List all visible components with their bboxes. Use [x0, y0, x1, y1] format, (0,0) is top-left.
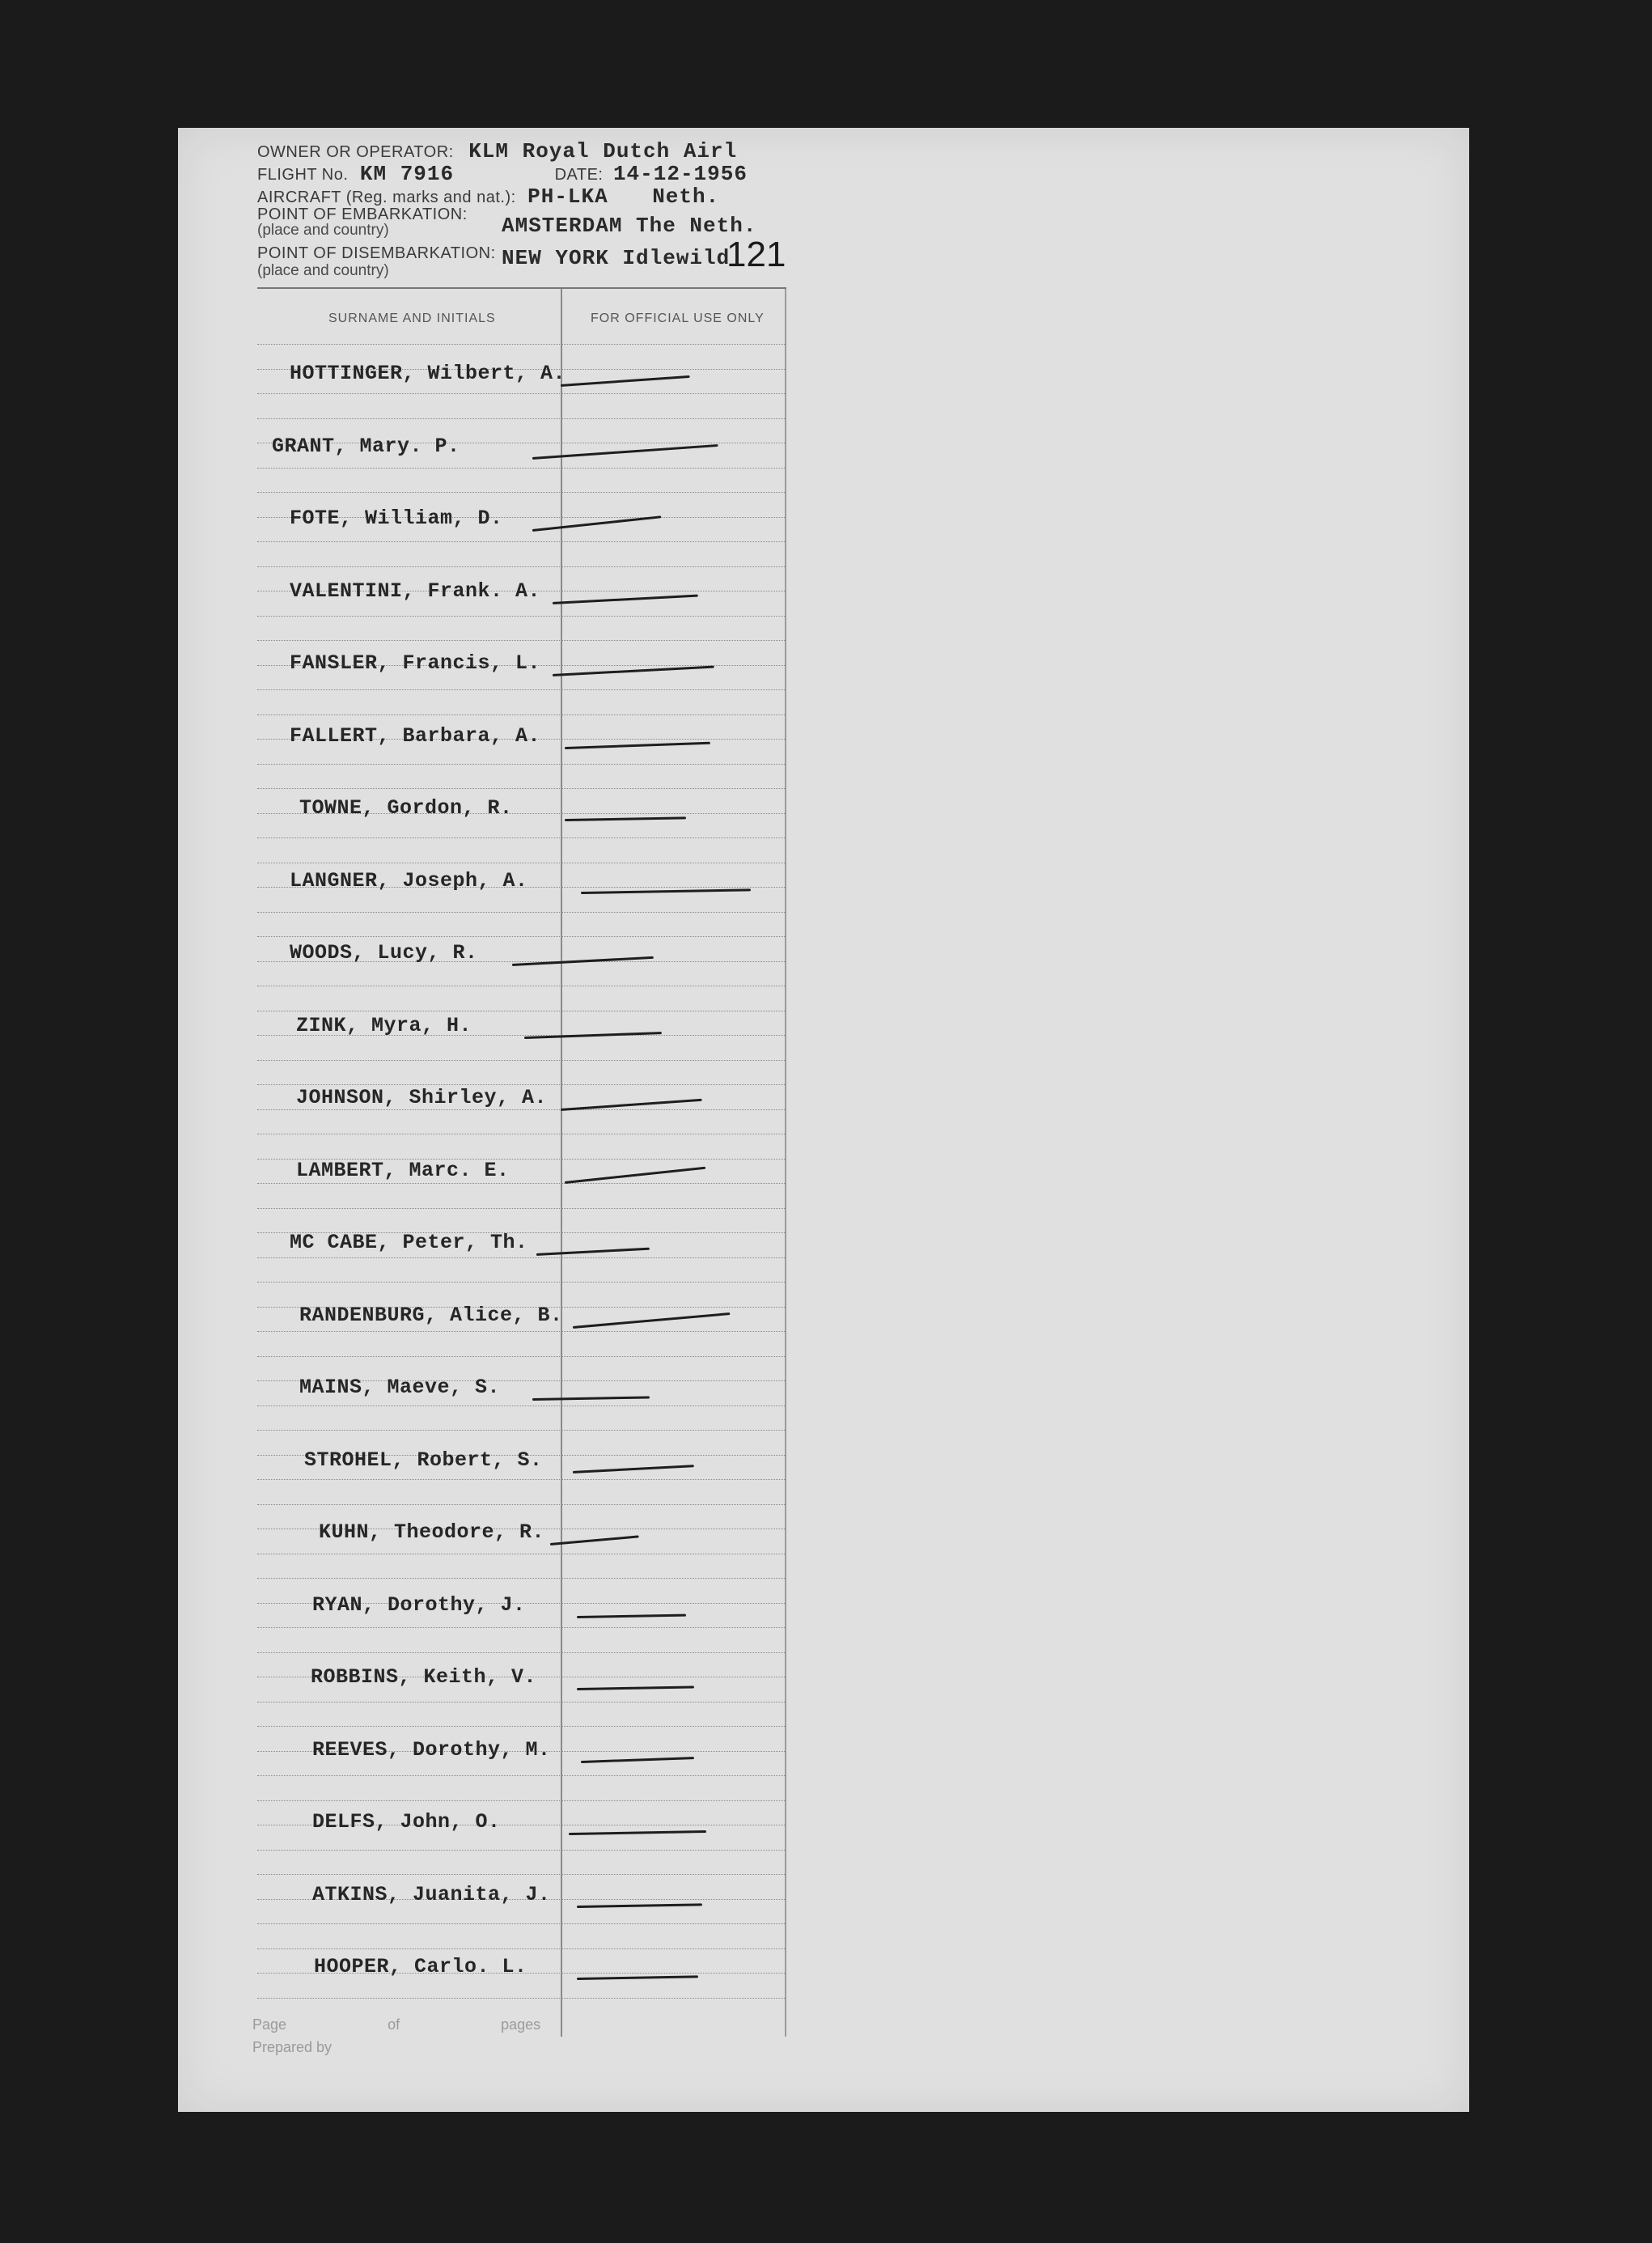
ruled-line — [257, 1998, 786, 1999]
ruled-line — [257, 1652, 786, 1653]
ruled-line — [257, 689, 786, 690]
date-label: DATE: — [554, 166, 604, 184]
passenger-name: STROHEL, Robert, S. — [304, 1448, 543, 1472]
flight-value: KM 7916 — [359, 162, 455, 186]
ruled-line — [257, 1060, 786, 1061]
check-stroke — [573, 1465, 694, 1473]
embarkation-sublabel: (place and country) — [257, 222, 389, 239]
ruled-line — [257, 418, 786, 419]
ruled-line — [257, 1627, 786, 1628]
ruled-line — [257, 616, 786, 617]
column-divider — [561, 289, 562, 2037]
passenger-name: LAMBERT, Marc. E. — [296, 1158, 510, 1182]
ruled-line — [257, 837, 786, 838]
check-stroke — [581, 1757, 694, 1763]
official-use-column-header: FOR OFFICIAL USE ONLY — [591, 312, 765, 325]
ruled-line — [257, 1208, 786, 1209]
passenger-name: ROBBINS, Keith, V. — [311, 1665, 537, 1689]
ruled-line — [257, 1850, 786, 1851]
check-stroke — [553, 594, 698, 604]
ruled-line — [257, 1257, 786, 1258]
ruled-line — [257, 1923, 786, 1924]
passenger-name: ATKINS, Juanita, J. — [312, 1882, 551, 1906]
embarkation-sub-row — [257, 222, 389, 240]
owner-label: OWNER OR OPERATOR: — [257, 143, 454, 161]
disembarkation-sub-row — [257, 262, 389, 280]
check-stroke — [532, 515, 661, 532]
ruled-line — [257, 1726, 786, 1727]
passenger-name: TOWNE, Gordon, R. — [299, 796, 513, 820]
ruled-line — [257, 1775, 786, 1776]
ruled-line — [257, 936, 786, 937]
stamped-page-number: 121 — [726, 235, 786, 274]
ruled-line — [257, 1504, 786, 1505]
ruled-line — [257, 1578, 786, 1579]
check-stroke — [577, 1903, 702, 1908]
ruled-line — [257, 1331, 786, 1332]
passenger-name: MC CABE, Peter, Th. — [290, 1231, 528, 1254]
passenger-name: FOTE, William, D. — [290, 507, 503, 530]
owner-row — [257, 139, 737, 163]
ruled-line — [257, 492, 786, 493]
passenger-name: HOOPER, Carlo. L. — [314, 1955, 527, 1978]
owner-value: KLM Royal Dutch Airl — [468, 139, 738, 163]
check-stroke — [550, 1535, 639, 1546]
ruled-line — [257, 1479, 786, 1480]
passenger-name: DELFS, John, O. — [312, 1810, 501, 1834]
passenger-name: GRANT, Mary. P. — [272, 434, 460, 458]
check-stroke — [565, 741, 710, 748]
table-right-edge — [785, 289, 786, 2037]
footer-prepared-row — [252, 2039, 332, 2056]
ruled-line — [257, 912, 786, 913]
footer-page-label: Page — [252, 2016, 287, 2033]
ruled-line — [257, 788, 786, 789]
check-stroke — [577, 1685, 694, 1690]
ruled-line — [257, 393, 786, 394]
footer-page-row — [252, 2016, 540, 2033]
flight-label: FLIGHT No. — [257, 166, 349, 184]
ruled-line — [257, 1282, 786, 1283]
aircraft-label: AIRCRAFT (Reg. marks and nat.): — [257, 189, 516, 206]
surname-column-header: SURNAME AND INITIALS — [328, 312, 496, 325]
ruled-line — [257, 468, 786, 469]
disembarkation-value: NEW YORK Idlewild — [502, 246, 731, 270]
ruled-line — [257, 1356, 786, 1357]
aircraft-nationality: Neth. — [652, 184, 720, 209]
check-stroke — [565, 1166, 705, 1183]
passenger-name: ZINK, Myra, H. — [296, 1013, 472, 1037]
check-stroke — [536, 1248, 650, 1256]
ruled-line — [257, 1183, 786, 1184]
passenger-name: HOTTINGER, Wilbert, A. — [290, 362, 566, 385]
disembarkation-value-row — [502, 246, 730, 270]
check-stroke — [577, 1975, 698, 1980]
check-stroke — [573, 1312, 731, 1329]
ruled-line — [257, 566, 786, 567]
aircraft-value: PH-LKA — [527, 184, 608, 209]
disembarkation-label-row — [257, 244, 496, 263]
disembarkation-label: POINT OF DISEMBARKATION: — [257, 244, 496, 262]
check-stroke — [581, 888, 751, 894]
passenger-name: FALLERT, Barbara, A. — [290, 723, 541, 748]
check-stroke — [553, 666, 714, 676]
ruled-line — [257, 1430, 786, 1431]
passenger-name: REEVES, Dorothy, M. — [312, 1737, 551, 1762]
ruled-line — [257, 640, 786, 641]
check-stroke — [561, 375, 690, 387]
check-stroke — [565, 816, 686, 821]
passenger-name: JOHNSON, Shirley, A. — [296, 1086, 548, 1109]
embarkation-value: AMSTERDAM The Neth. — [502, 214, 757, 238]
passenger-name: KUHN, Theodore, R. — [319, 1520, 545, 1544]
ruled-line — [257, 764, 786, 765]
passenger-name: RANDENBURG, Alice, B. — [299, 1303, 563, 1327]
embarkation-label: POINT OF EMBARKATION: — [257, 206, 468, 223]
passenger-name: MAINS, Maeve, S. — [299, 1376, 501, 1399]
passenger-table — [257, 287, 786, 2037]
passenger-name: WOODS, Lucy, R. — [290, 941, 478, 965]
footer-of-label: of — [388, 2016, 400, 2033]
check-stroke — [532, 1396, 650, 1401]
ruled-line — [257, 1084, 786, 1085]
date-value: 14-12-1956 — [612, 162, 748, 186]
passenger-name: VALENTINI, Frank. A. — [290, 579, 541, 603]
ruled-line — [257, 1874, 786, 1875]
passenger-name: FANSLER, Francis, L. — [290, 651, 541, 675]
ruled-line — [257, 541, 786, 542]
ruled-line — [257, 344, 786, 345]
embarkation-value-row — [502, 214, 756, 238]
passenger-name: RYAN, Dorothy, J. — [312, 1592, 526, 1617]
check-stroke — [577, 1613, 686, 1618]
ruled-line — [257, 1800, 786, 1801]
ruled-line — [257, 1948, 786, 1949]
check-stroke — [569, 1830, 706, 1835]
disembarkation-sublabel: (place and country) — [257, 262, 389, 279]
footer-prepared-label: Prepared by — [252, 2039, 333, 2055]
ruled-line — [257, 714, 786, 715]
passenger-name: LANGNER, Joseph, A. — [290, 868, 528, 893]
flight-row — [257, 162, 748, 186]
footer-pages-label: pages — [501, 2016, 541, 2033]
